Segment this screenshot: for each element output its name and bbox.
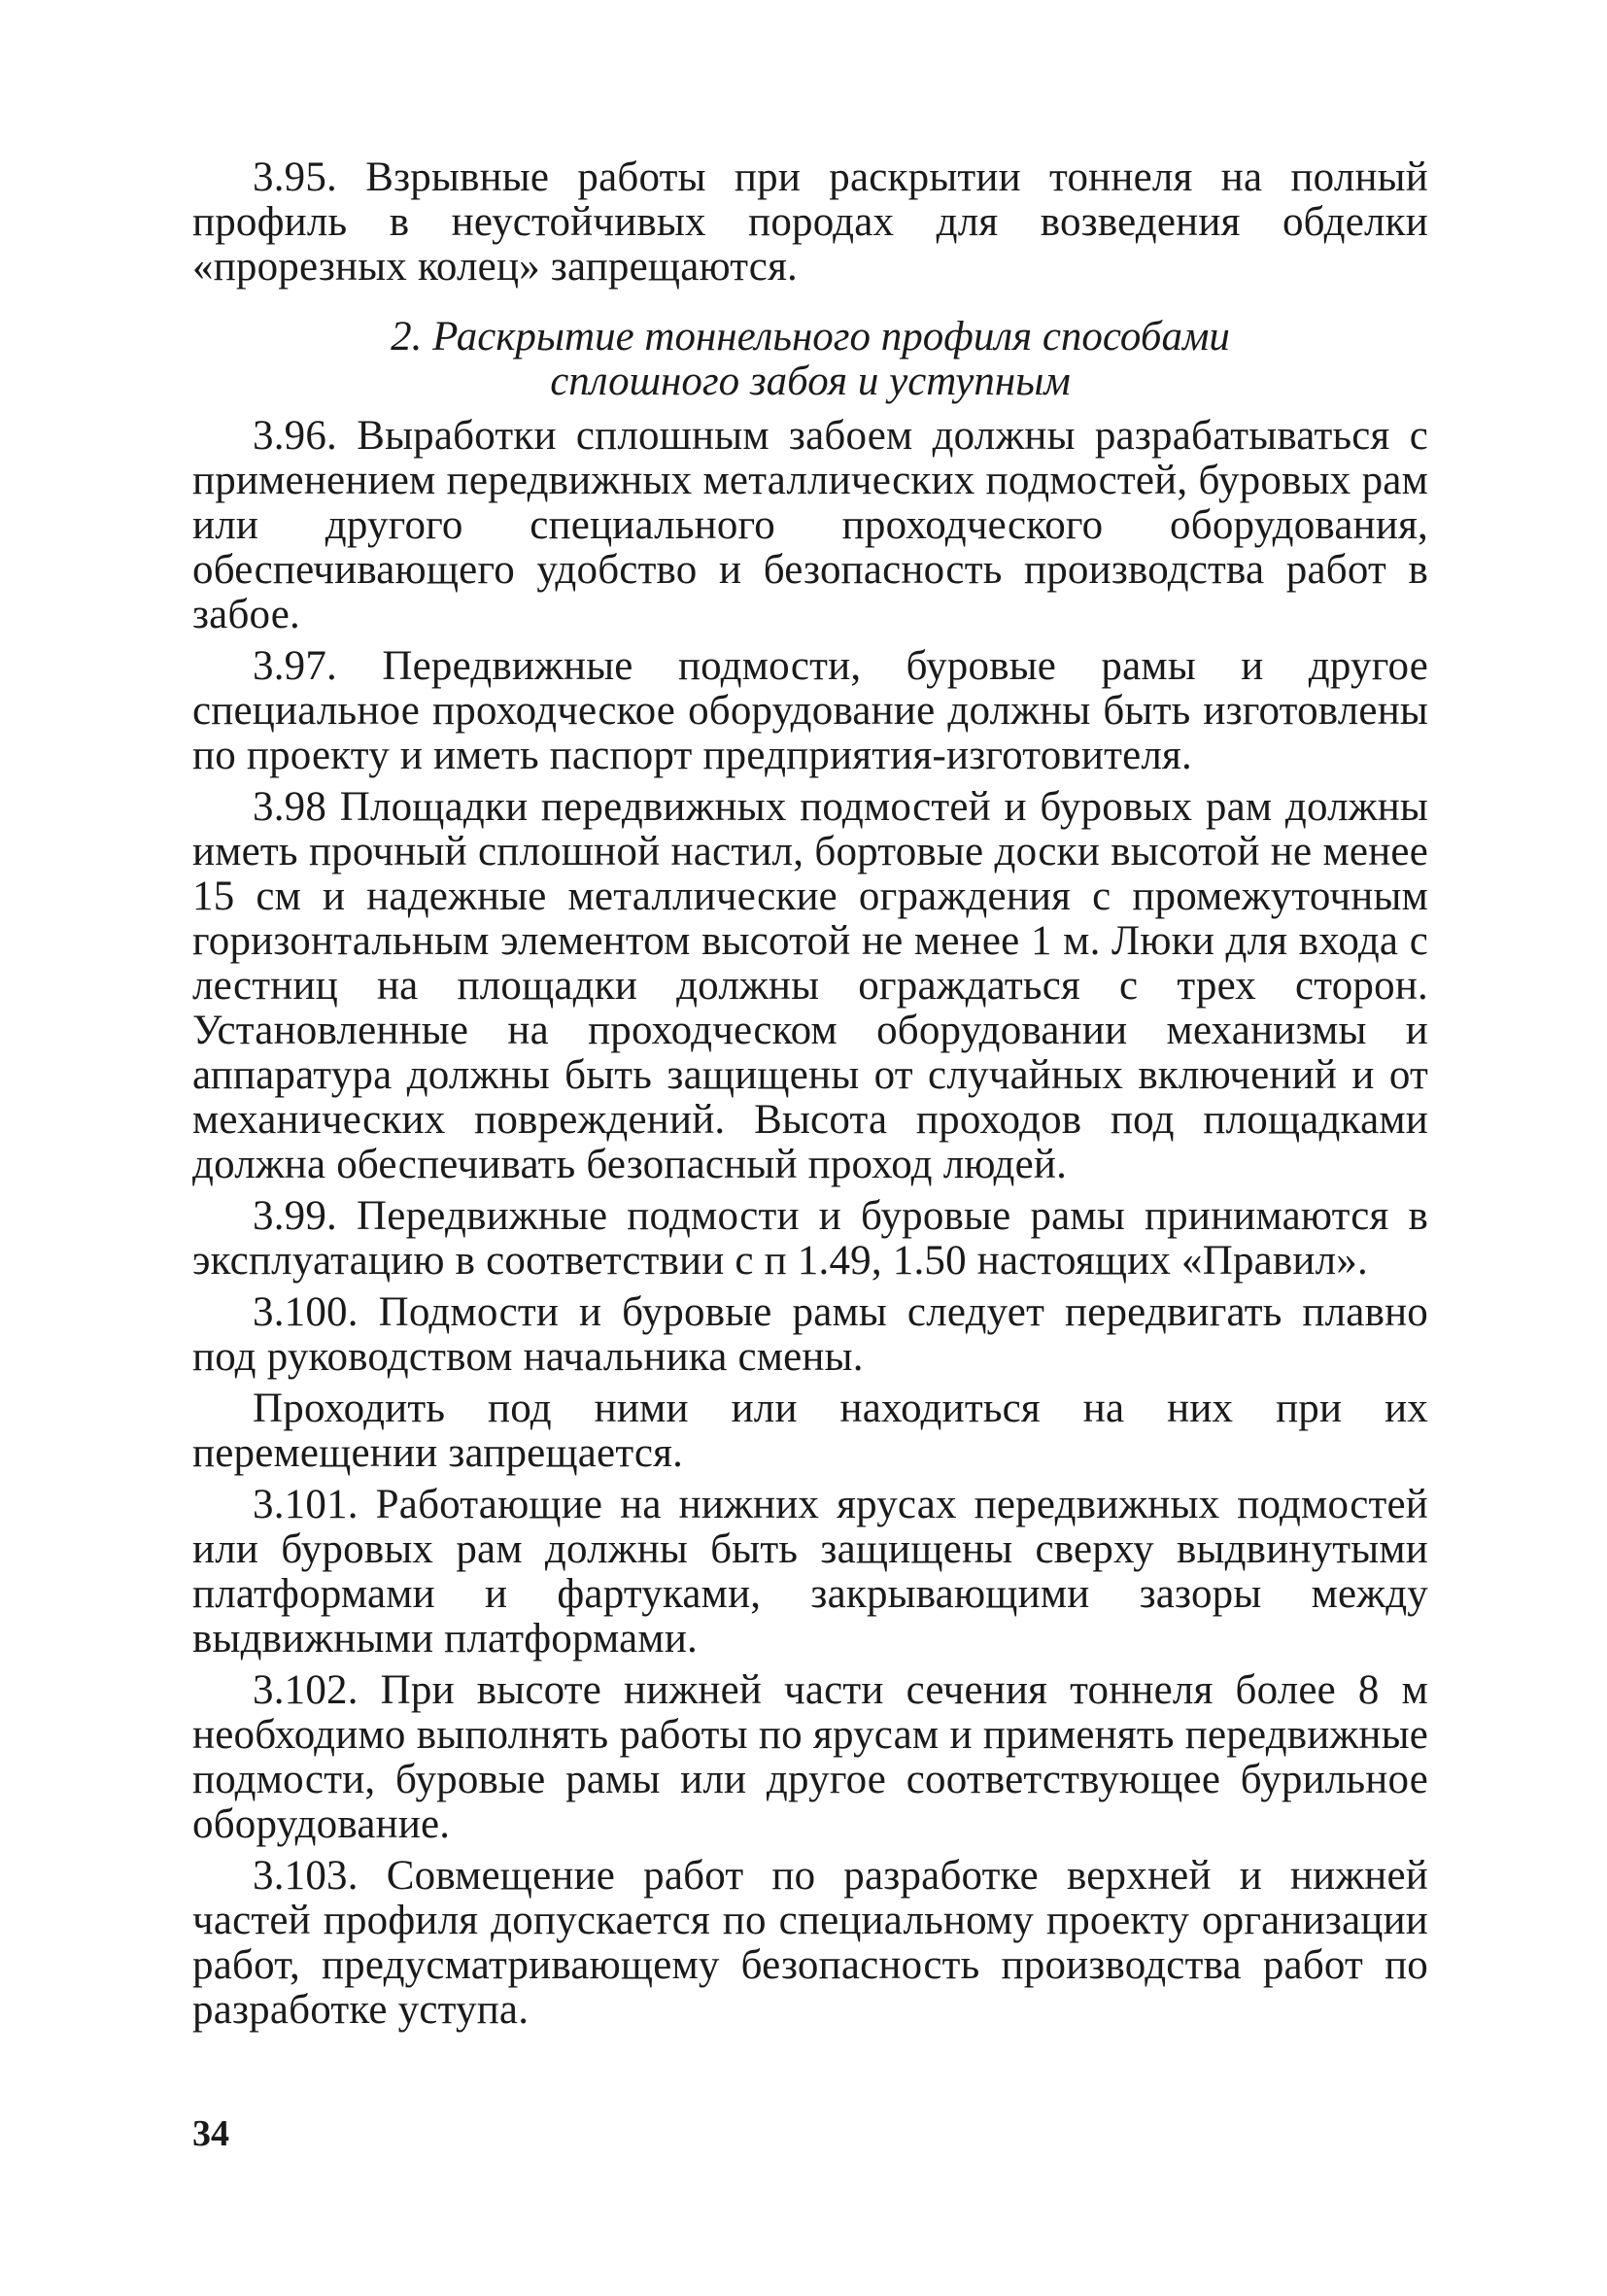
paragraph-3-97: 3.97. Передвижные подмости, буровые рамы и другое специальное проходческое оборудование должны быть изготовлены по проекту и иметь паспорт предприятия-изготовителя. [192, 643, 1428, 778]
section-heading-line-2: сплошного забоя и уступным [550, 359, 1071, 404]
paragraph-3-102: 3.102. При высоте нижней части сечения тоннеля более 8 м необходимо выполнять работы по ярусам и применять передвижные подмости, буровые рамы или другое соответствующее бурильное оборудование. [192, 1667, 1428, 1847]
paragraph-3-99: 3.99. Передвижные подмости и буровые рамы принимаются в эксплуатацию в соответствии с п 1.49, 1.50 настоящих «Правил». [192, 1193, 1428, 1284]
paragraph-3-100-continued: Проходить под ними или находиться на них при их перемещении запрещается. [192, 1386, 1428, 1476]
paragraph-3-96: 3.96. Выработки сплошным забоем должны разрабатываться с применением передвижных металлических подмостей, буровых рам или другого специального проходческого оборудования, обеспечивающего удобство и безопасность производства работ в забое. [192, 413, 1428, 637]
section-heading-line-1: 2. Раскрытие тоннельного профиля способами [391, 314, 1230, 360]
paragraph-3-103: 3.103. Совмещение работ по разработке верхней и нижней частей профиля допускается по специальному проекту организации работ, предусматривающему безопасность производства работ по разработке уступа. [192, 1853, 1428, 2033]
document-page [192, 155, 1428, 2039]
paragraph-3-101: 3.101. Работающие на нижних ярусах передвижных подмостей или буровых рам должны быть защищены сверху выдвинутыми платформами и фартуками, закрывающими зазоры между выдвижными платформами. [192, 1482, 1428, 1662]
paragraph-3-95: 3.95. Взрывные работы при раскрытии тоннеля на полный профиль в неустойчивых породах для возведения обделки «прорезных колец» запрещаются. [192, 154, 1428, 290]
paragraph-3-100: 3.100. Подмости и буровые рамы следует передвигать плавно под руководством начальника смены. [192, 1289, 1428, 1380]
section-heading [192, 315, 1428, 404]
paragraph-3-98: 3.98 Площадки передвижных подмостей и буровых рам должны иметь прочный сплошной настил, бортовые доски высотой не менее 15 см и надежные металлические ограждения с промежуточным горизонтальным элементом высотой не менее 1 м. Люки для входа с лестниц на площадки должны ограждаться с трех сторон. Установленные на проходческом оборудовании механизмы и аппаратура должны быть защищены от случайных включений и от механических повреждений. Высота проходов под площадками должна обеспечивать безопасный проход людей. [192, 784, 1428, 1187]
page-number: 34 [192, 2113, 229, 2154]
